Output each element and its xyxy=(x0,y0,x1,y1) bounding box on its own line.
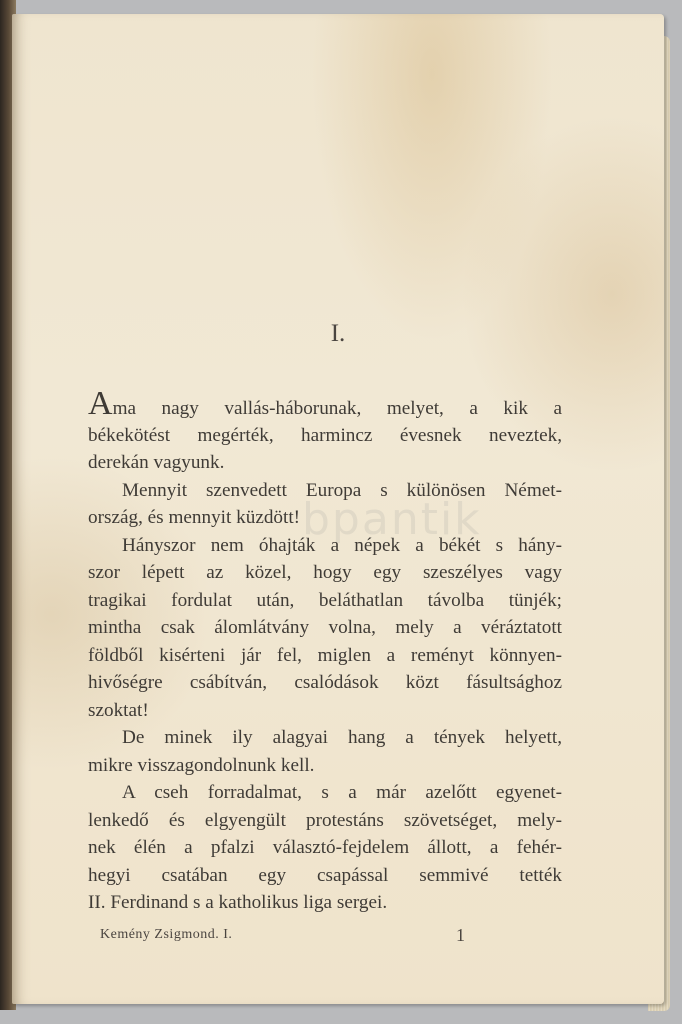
text-line-content: szoktat! xyxy=(88,699,149,721)
text-line xyxy=(88,724,562,752)
text-line-content: nek élén a pfalzi választó-fejdelem állott, a fehér- xyxy=(88,837,562,858)
watermark: bpantik xyxy=(302,494,482,545)
text-line-content: földből kisérteni jár fel, miglen a reményt könnyen- xyxy=(88,644,562,666)
text-line-content: II. Ferdinand s a katholikus liga sergei. xyxy=(88,892,388,913)
text-line-content: ma nagy vallás-háborunak, melyet, a kik a xyxy=(112,398,562,419)
text-line-content: ország, és mennyit küzdött! xyxy=(88,507,301,528)
text-line xyxy=(88,642,562,670)
text-line xyxy=(88,669,562,697)
text-line-content: derekán vagyunk. xyxy=(88,452,225,473)
text-line-content: szor lépett az közel, hogy egy szeszélyes vagy xyxy=(88,562,562,583)
text-line xyxy=(88,422,562,450)
page-body-text xyxy=(88,385,562,917)
text-line xyxy=(88,614,562,642)
text-line-content: tragikai fordulat után, beláthatlan távolba tünjék; xyxy=(88,589,562,611)
text-line xyxy=(88,807,562,835)
text-line-content: A cseh forradalmat, s a már azelőtt egyenet- xyxy=(122,782,562,803)
text-line-content: mintha csak álomlátvány volna, mely a véráztatott xyxy=(88,617,562,638)
text-line-content: Mennyit szenvedett Europa s különösen Német- xyxy=(122,479,562,501)
text-line xyxy=(88,559,562,587)
text-line xyxy=(88,587,562,615)
book-page xyxy=(12,14,664,1004)
text-line-content: lenkedő és elgyengült protestáns szövetséget, mely- xyxy=(88,809,562,831)
text-line xyxy=(88,504,562,532)
text-line xyxy=(88,697,562,725)
text-line xyxy=(88,477,562,505)
page-number: 1 xyxy=(456,925,465,945)
text-line-content: hegyi csatában egy csapással semmivé tették xyxy=(88,864,562,886)
text-line-content: mikre visszagondolnunk kell. xyxy=(88,754,315,776)
text-line xyxy=(88,834,562,862)
text-line-content: hivőségre csábítván, csalódások közt fásultsághoz xyxy=(88,672,562,693)
footer-signature: Kemény Zsigmond. I. xyxy=(100,927,233,942)
text-line xyxy=(88,889,562,917)
text-line xyxy=(88,779,562,807)
text-line-content: békekötést megérték, harmincz évesnek neveztek, xyxy=(88,424,562,446)
text-line xyxy=(88,752,562,780)
text-line xyxy=(88,385,562,422)
text-line-content: De minek ily alagyai hang a tények helyett, xyxy=(122,727,562,748)
drop-cap: A xyxy=(88,385,113,422)
text-line xyxy=(88,449,562,477)
text-line xyxy=(88,862,562,890)
chapter-numeral: I. xyxy=(330,320,346,347)
text-line xyxy=(88,532,562,560)
text-line-content: Hányszor nem óhajták a népek a békét s hány- xyxy=(122,534,562,556)
